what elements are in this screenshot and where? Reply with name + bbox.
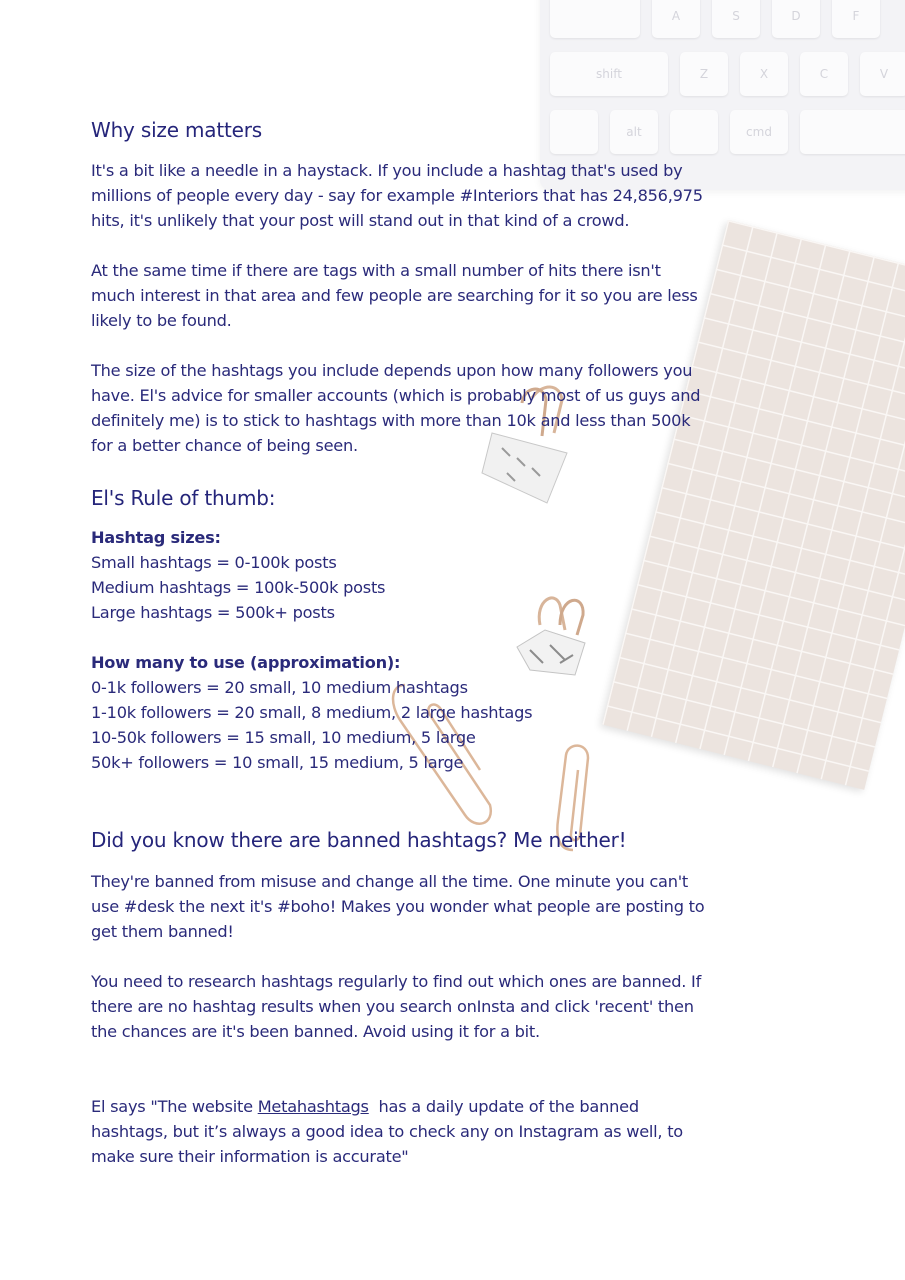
keyboard-key: S bbox=[712, 0, 760, 38]
text-line: It's a bit like a needle in a haystack. If you include a hashtag that's used by bbox=[91, 161, 683, 180]
paragraph-needle-haystack bbox=[91, 158, 796, 233]
text-line: hashtags, but it’s always a good idea to check any on Instagram as well, to bbox=[91, 1122, 683, 1141]
keyboard-key bbox=[800, 110, 905, 154]
text-line: make sure their information is accurate" bbox=[91, 1147, 409, 1166]
list-item: Small hashtags = 0-100k posts bbox=[91, 553, 337, 572]
paragraph-small-tags bbox=[91, 258, 796, 333]
text-line: At the same time if there are tags with a small number of hits there isn't bbox=[91, 261, 661, 280]
how-many-to-use-list bbox=[91, 650, 796, 775]
hashtag-sizes-list bbox=[91, 525, 796, 625]
keyboard-key: alt bbox=[610, 110, 658, 154]
list-item: 10-50k followers = 15 small, 10 medium, 5 large bbox=[91, 728, 476, 747]
text-line: millions of people every day - say for example #Interiors that has 24,856,975 bbox=[91, 186, 703, 205]
keyboard-key bbox=[670, 110, 718, 154]
keyboard-key: shift bbox=[550, 52, 668, 96]
keyboard-key: X bbox=[740, 52, 788, 96]
list-item: 0-1k followers = 20 small, 10 medium hashtags bbox=[91, 678, 468, 697]
paragraph-banned-misuse bbox=[91, 869, 796, 944]
text-line: The size of the hashtags you include depends upon how many followers you bbox=[91, 361, 693, 380]
keyboard-key: A bbox=[652, 0, 700, 38]
paragraph-size-advice bbox=[91, 358, 796, 458]
text-line: hits, it's unlikely that your post will stand out in that kind of a crowd. bbox=[91, 211, 630, 230]
keyboard-key: cmd bbox=[730, 110, 788, 154]
keyboard-key: F bbox=[832, 0, 880, 38]
text-line: definitely me) is to stick to hashtags with more than 10k and less than 500k bbox=[91, 411, 691, 430]
text-line: the chances are it's been banned. Avoid using it for a bit. bbox=[91, 1022, 540, 1041]
keyboard-key: Z bbox=[680, 52, 728, 96]
list-item: Large hashtags = 500k+ posts bbox=[91, 603, 335, 622]
text-line: get them banned! bbox=[91, 922, 234, 941]
quote-text: El says "The website bbox=[91, 1097, 258, 1116]
keyboard-key: C bbox=[800, 52, 848, 96]
hashtag-sizes-title: Hashtag sizes: bbox=[91, 528, 221, 547]
text-line: likely to be found. bbox=[91, 311, 232, 330]
keyboard-key: V bbox=[860, 52, 905, 96]
list-item: 50k+ followers = 10 small, 15 medium, 5 large bbox=[91, 753, 464, 772]
text-line: for a better chance of being seen. bbox=[91, 436, 358, 455]
list-item: Medium hashtags = 100k-500k posts bbox=[91, 578, 386, 597]
heading-rule-of-thumb: El's Rule of thumb: bbox=[91, 486, 276, 510]
heading-banned-hashtags: Did you know there are banned hashtags? Me neither! bbox=[91, 828, 627, 852]
text-line: there are no hashtag results when you search onInsta and click 'recent' then bbox=[91, 997, 694, 1016]
list-item: 1-10k followers = 20 small, 8 medium, 2 large hashtags bbox=[91, 703, 533, 722]
metahashtags-link[interactable]: Metahashtags bbox=[257, 1097, 369, 1116]
text-line: You need to research hashtags regularly to find out which ones are banned. If bbox=[91, 972, 702, 991]
heading-why-size-matters: Why size matters bbox=[91, 118, 262, 142]
keyboard-key: D bbox=[772, 0, 820, 38]
quote-text: has a daily update of the banned bbox=[368, 1097, 639, 1116]
text-line: much interest in that area and few people are searching for it so you are less bbox=[91, 286, 698, 305]
text-line: have. El's advice for smaller accounts (which is probably most of us guys and bbox=[91, 386, 701, 405]
how-many-title: How many to use (approximation): bbox=[91, 653, 401, 672]
text-line bbox=[91, 1094, 796, 1119]
text-line: They're banned from misuse and change all the time. One minute you can't bbox=[91, 872, 689, 891]
keyboard-key bbox=[550, 110, 598, 154]
paragraph-research-hashtags bbox=[91, 969, 796, 1044]
keyboard-key bbox=[550, 0, 640, 38]
text-line: use #desk the next it's #boho! Makes you wonder what people are posting to bbox=[91, 897, 705, 916]
paragraph-el-quote bbox=[91, 1094, 796, 1169]
